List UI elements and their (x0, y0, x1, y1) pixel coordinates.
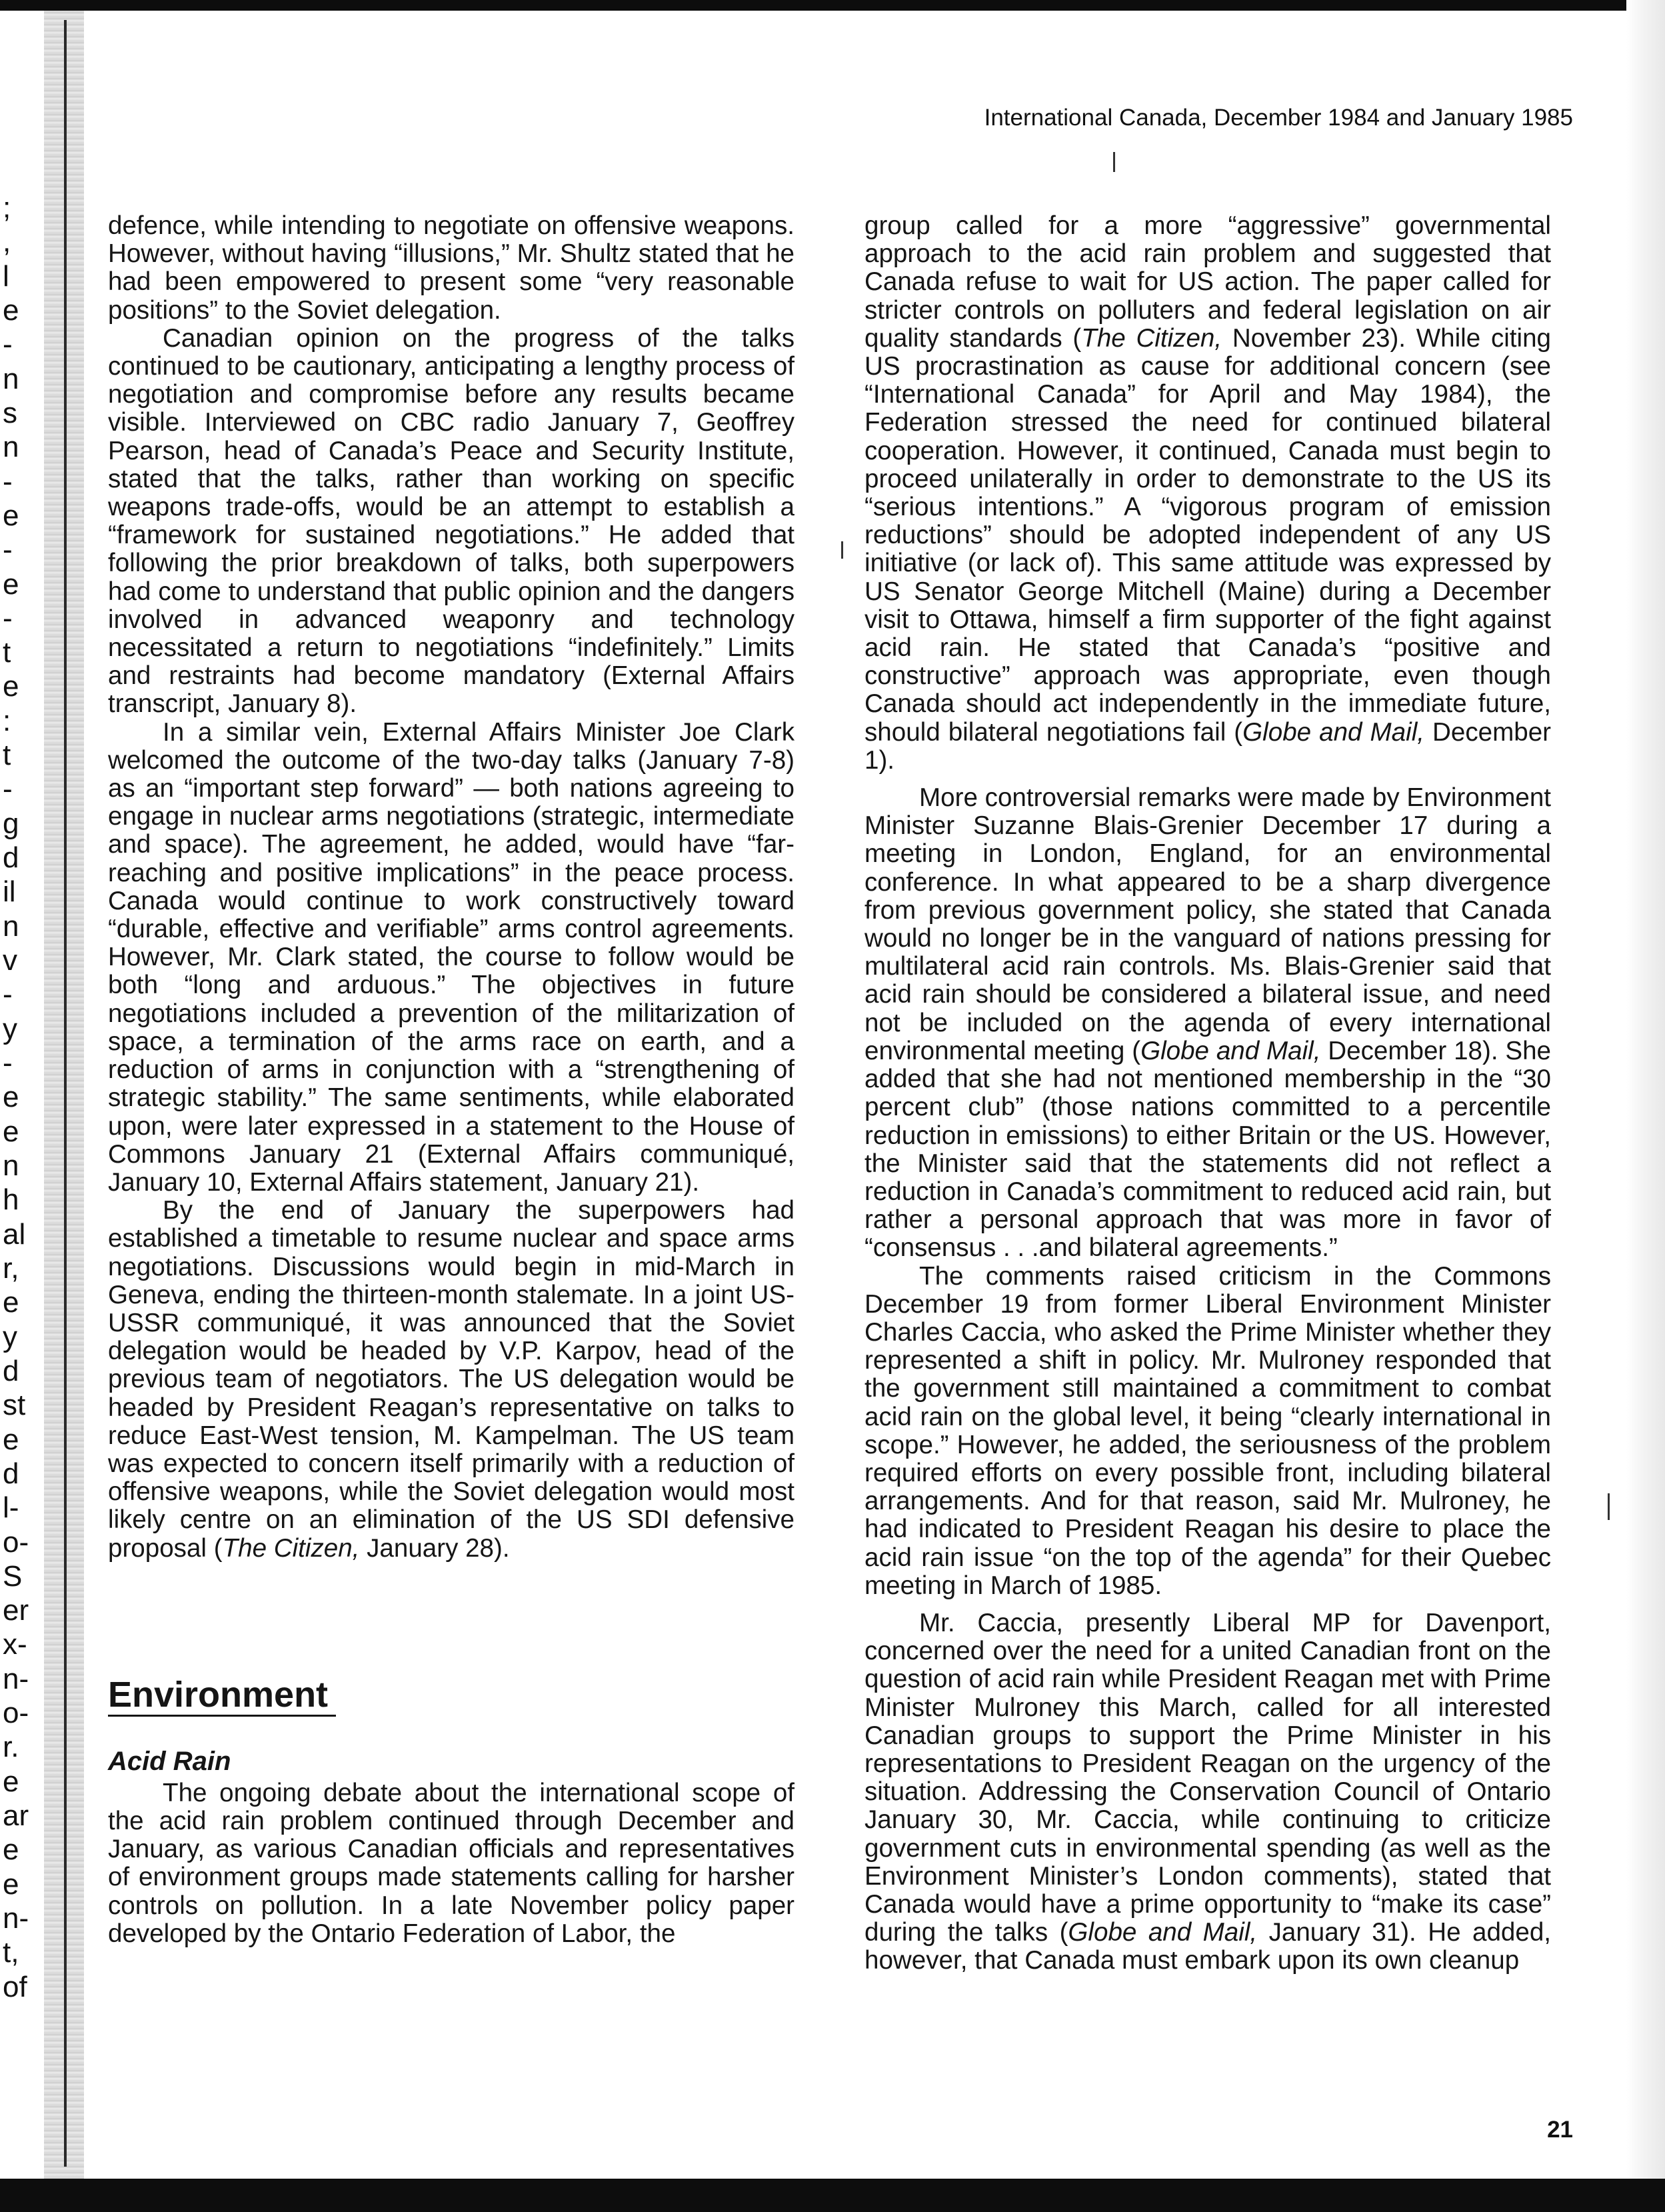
margin-fragment: s (3, 397, 17, 429)
paragraph: Canadian opinion on the progress of the talks continued to be cautionary, anticipating a lengthy process of negotiation and compromise before any results became visible. Interviewed on CBC radio January 7, Geoffrey Pearson, head of Canada’s Peace and Security Institute, stated that the talks, rather than working on specific weapons trade-offs, would be an attempt to establish a “framework for sustained negotiations.” He added that following the prior breakdown of talks, both superpowers had come to understand that public opinion and the dangers involved in advanced weaponry and technology necessitated a return to negotiations “indefinitely.” Limits and restraints had become mandatory (External Affairs transcript, January 8). (108, 323, 795, 719)
margin-fragment: e (3, 1423, 19, 1456)
margin-fragment: e (3, 1081, 19, 1113)
margin-fragment: - (3, 533, 13, 566)
subsection-heading: Acid Rain (108, 1746, 231, 1776)
margin-fragment: y (3, 1013, 17, 1045)
paragraph-text: November 23). While citing US procrastination as cause for additional concern (see “International Canada” for April and May 1984), the Federation stressed the need for continued bilateral cooperation. However, it continued, Canada must begin to proceed unilaterally in order to demonstrate to the US its “serious intentions.” A “vigorous program of emission reductions” should be adopted independent of any US initiative (or lack of). This same attitude was expressed by US Senator George Mitchell (Maine) during a December visit to Ottawa, himself a firm supporter of the fight against acid rain. He stated that Canada’s “positive and constructive” approach was appropriate, even though Canada should act independently in the immediate future, should bilateral negotiations fail ( (864, 323, 1551, 747)
scan-mark (1608, 1493, 1610, 1520)
paragraph-text: January 28). (367, 1533, 510, 1563)
margin-fragment: e (3, 294, 19, 327)
margin-fragment: r, (3, 1252, 19, 1285)
margin-fragment: h (3, 1183, 19, 1216)
paragraph (864, 212, 1551, 775)
left-column (108, 212, 795, 1948)
margin-fragment: e (3, 1833, 19, 1866)
margin-fragment: x- (3, 1628, 27, 1661)
margin-fragment: : (3, 705, 11, 737)
citation: The Citizen, (1081, 323, 1222, 353)
margin-fragment: d (3, 1355, 19, 1387)
margin-fragment: n (3, 431, 19, 463)
scan-mark (841, 541, 843, 559)
margin-fragment: n- (3, 1663, 29, 1695)
margin-fragment: n (3, 910, 19, 943)
margin-fragment: - (3, 978, 13, 1011)
page-number: 21 (1547, 2117, 1573, 2143)
margin-fragment: - (3, 602, 13, 635)
margin-fragment: e (3, 1868, 19, 1901)
margin-fragment: l- (3, 1491, 19, 1524)
margin-fragment: ; (3, 191, 11, 224)
margin-fragment: - (3, 465, 13, 498)
paragraph: defence, while intending to negotiate on offensive weapons. However, without having “illusions,” Mr. Shultz stated that he had been empowered to present some “very reasonable positions” to the Soviet delegation. (108, 211, 795, 325)
paragraph (864, 784, 1551, 1262)
margin-fragment: o- (3, 1526, 29, 1559)
margin-fragment: al (3, 1218, 26, 1251)
paragraph: By the end of January the superpowers had established a timetable to resume nuclear and space arms negotiations. Discussions would begin in mid-March in Geneva, ending the thirteen-month stalemate. In a joint US-USSR communiqué, it was announced that the Soviet delegation would be headed by V.P. Karpov, head of the previous team of negotiators. The US delegation would be headed by President Reagan’s representative on talks to reduce East-West tension, M. Kampelman. The US team was expected to concern itself primarily with a reduction of offensive weapons, while the Soviet delegation would most likely centre on an elimination of the US SDI defensive proposal (The Citizen, January 28). (108, 1196, 795, 1563)
paragraph-text: December 1). (864, 717, 1551, 775)
paragraph-text: By the end of January the superpowers had established a timetable to resume nuclear and space arms negotiations. Discussions would begin in mid-March in Geneva, ending the thirteen-month stalemate. In a joint US-USSR communiqué, it was announced that the Soviet delegation would be headed by V.P. Karpov, head of the previous team of negotiators. The US delegation would be headed by President Reagan’s representative on talks to reduce East-West tension, M. Kampelman. The US team was expected to concern itself primarily with a reduction of offensive weapons, while the Soviet delegation would most likely centre on an elimination of the US SDI defensive proposal (108, 1196, 795, 1563)
margin-fragment: n- (3, 1902, 29, 1935)
margin-fragment: t (3, 636, 11, 669)
margin-fragment: - (3, 328, 13, 361)
citation: Globe and Mail, (1140, 1036, 1321, 1065)
margin-fragment: d (3, 841, 19, 874)
margin-fragment: t (3, 739, 11, 771)
paragraph: The ongoing debate about the international scope of the acid rain problem continued through December and January, as various Canadian officials and representatives of environment groups made statements calling for harsher controls on pollution. In a late November policy paper developed by the Ontario Federation of Labor, the (108, 1778, 795, 1948)
running-header: International Canada, December 1984 and January 1985 (984, 105, 1573, 131)
scan-top-border (0, 0, 1665, 11)
paragraph-text: December 18). She added that she had not mentioned membership in the “30 percent club” (those nations committed to a percentile reduction in emissions) to either Britain or the US. However, the Minister said that the statements did not reflect a reduction in Canada’s commitment to reduced acid rain, but rather a personal approach that was more in favor of “consensus . . .and bilateral agreements.” (864, 1036, 1552, 1263)
paragraph (864, 1609, 1551, 1975)
margin-fragment: S (3, 1560, 23, 1593)
margin-fragment: of (3, 1971, 27, 2003)
margin-fragment: e (3, 670, 19, 703)
paragraph-text: January 31). He added, however, that Canada must embark upon its own cleanup (864, 1918, 1551, 1975)
paragraph: In a similar vein, External Affairs Minister Joe Clark welcomed the outcome of the two-day talks (January 7-8) as an “important step forward” — both nations agreeing to engage in nuclear arms negotiations (strategic, intermediate and space). The agreement, he added, would have “far-reaching and positive implications” in the peace process. Canada would continue to work constructively toward “durable, effective and verifiable” arms control agreements. However, Mr. Clark stated, the course to follow would be both “long and arduous.” The objectives in future negotiations included a prevention of the militarization of space, a termination of the arms race on earth, and a reduction of arms in conjunction with a “strengthening of strategic stability.” The same sentiments, while elaborated upon, were later expressed in a statement to the House of Commons January 21 (External Affairs communiqué, January 10, External Affairs statement, January 21). (108, 717, 795, 1197)
binding-line (64, 20, 67, 2167)
citation: The Citizen, (222, 1533, 360, 1563)
margin-fragment: il (3, 875, 16, 908)
scan-mark (1113, 152, 1115, 172)
margin-fragment: g (3, 807, 19, 840)
margin-fragment: e (3, 1765, 19, 1798)
paragraph-text: More controversial remarks were made by Environment Minister Suzanne Blais-Grenier December 17 during a meeting in London, England, for an environmental conference. In what appeared to be a sharp divergence from previous government policy, she stated that Canada would no longer be in the vanguard of nations pressing for multilateral acid rain controls. Ms. Blais-Grenier said that acid rain should be considered a bilateral issue, and need not be included on the agenda of every international environmental meeting ( (864, 783, 1551, 1065)
scan-bottom-border (0, 2179, 1665, 2212)
paragraph-text: group called for a more “aggressive” governmental approach to the acid rain problem and suggested that Canada refuse to wait for US action. The paper called for stricter controls on polluters and federal legislation on air quality standards ( (864, 211, 1551, 353)
margin-fragment: r. (3, 1731, 19, 1763)
margin-fragment: n (3, 363, 19, 395)
page-edge-shadow (1626, 0, 1665, 2212)
margin-fragment: e (3, 1115, 19, 1148)
right-column (864, 212, 1551, 1975)
margin-fragment: t, (3, 1936, 19, 1969)
section-heading: Environment (108, 1675, 336, 1717)
margin-fragment: e (3, 568, 19, 601)
margin-fragment: d (3, 1457, 19, 1490)
margin-fragment: y (3, 1321, 17, 1353)
margin-fragment: e (3, 1286, 19, 1319)
paragraph: The comments raised criticism in the Commons December 19 from former Liberal Environment Minister Charles Caccia, who asked the Prime Minister whether they represented a shift in policy. Mr. Mulroney responded that the government still maintained a commitment to combat acid rain on the global level, it being “clearly international in scope.” However, he added, the seriousness of the problem required efforts on every possible front, including bilateral arrangements. And for that reason, said Mr. Mulroney, he had indicated to President Reagan his desire to place the acid rain issue “on the top of the agenda” for their Quebec meeting in March of 1985. (864, 1261, 1551, 1600)
margin-fragment: ar (3, 1799, 29, 1832)
margin-fragment: er (3, 1594, 29, 1627)
citation: Globe and Mail, (1242, 717, 1424, 747)
margin-fragment: v (3, 944, 17, 977)
margin-fragment: o- (3, 1697, 29, 1729)
citation: Globe and Mail, (1068, 1918, 1258, 1947)
margin-fragment: n (3, 1149, 19, 1182)
margin-fragment: st (3, 1389, 26, 1421)
paragraph-text: Mr. Caccia, presently Liberal MP for Davenport, concerned over the need for a united Canadian front on the question of acid rain while President Reagan met with Prime Minister Mulroney this March, called for all interested Canadian groups to support the Prime Minister in his representations to President Reagan on the urgency of the situation. Addressing the Conservation Council of Ontario January 30, Mr. Caccia, while continuing to criticize government cuts in environmental spending (as well as the Environment Minister’s London comments), stated that Canada would have a prime opportunity to “make its case” during the talks ( (864, 1608, 1551, 1947)
margin-fragment: - (3, 773, 13, 805)
margin-fragment: e (3, 499, 19, 532)
margin-fragment: , (3, 225, 11, 258)
margin-fragment: l (3, 260, 9, 293)
margin-fragment: - (3, 1047, 13, 1079)
